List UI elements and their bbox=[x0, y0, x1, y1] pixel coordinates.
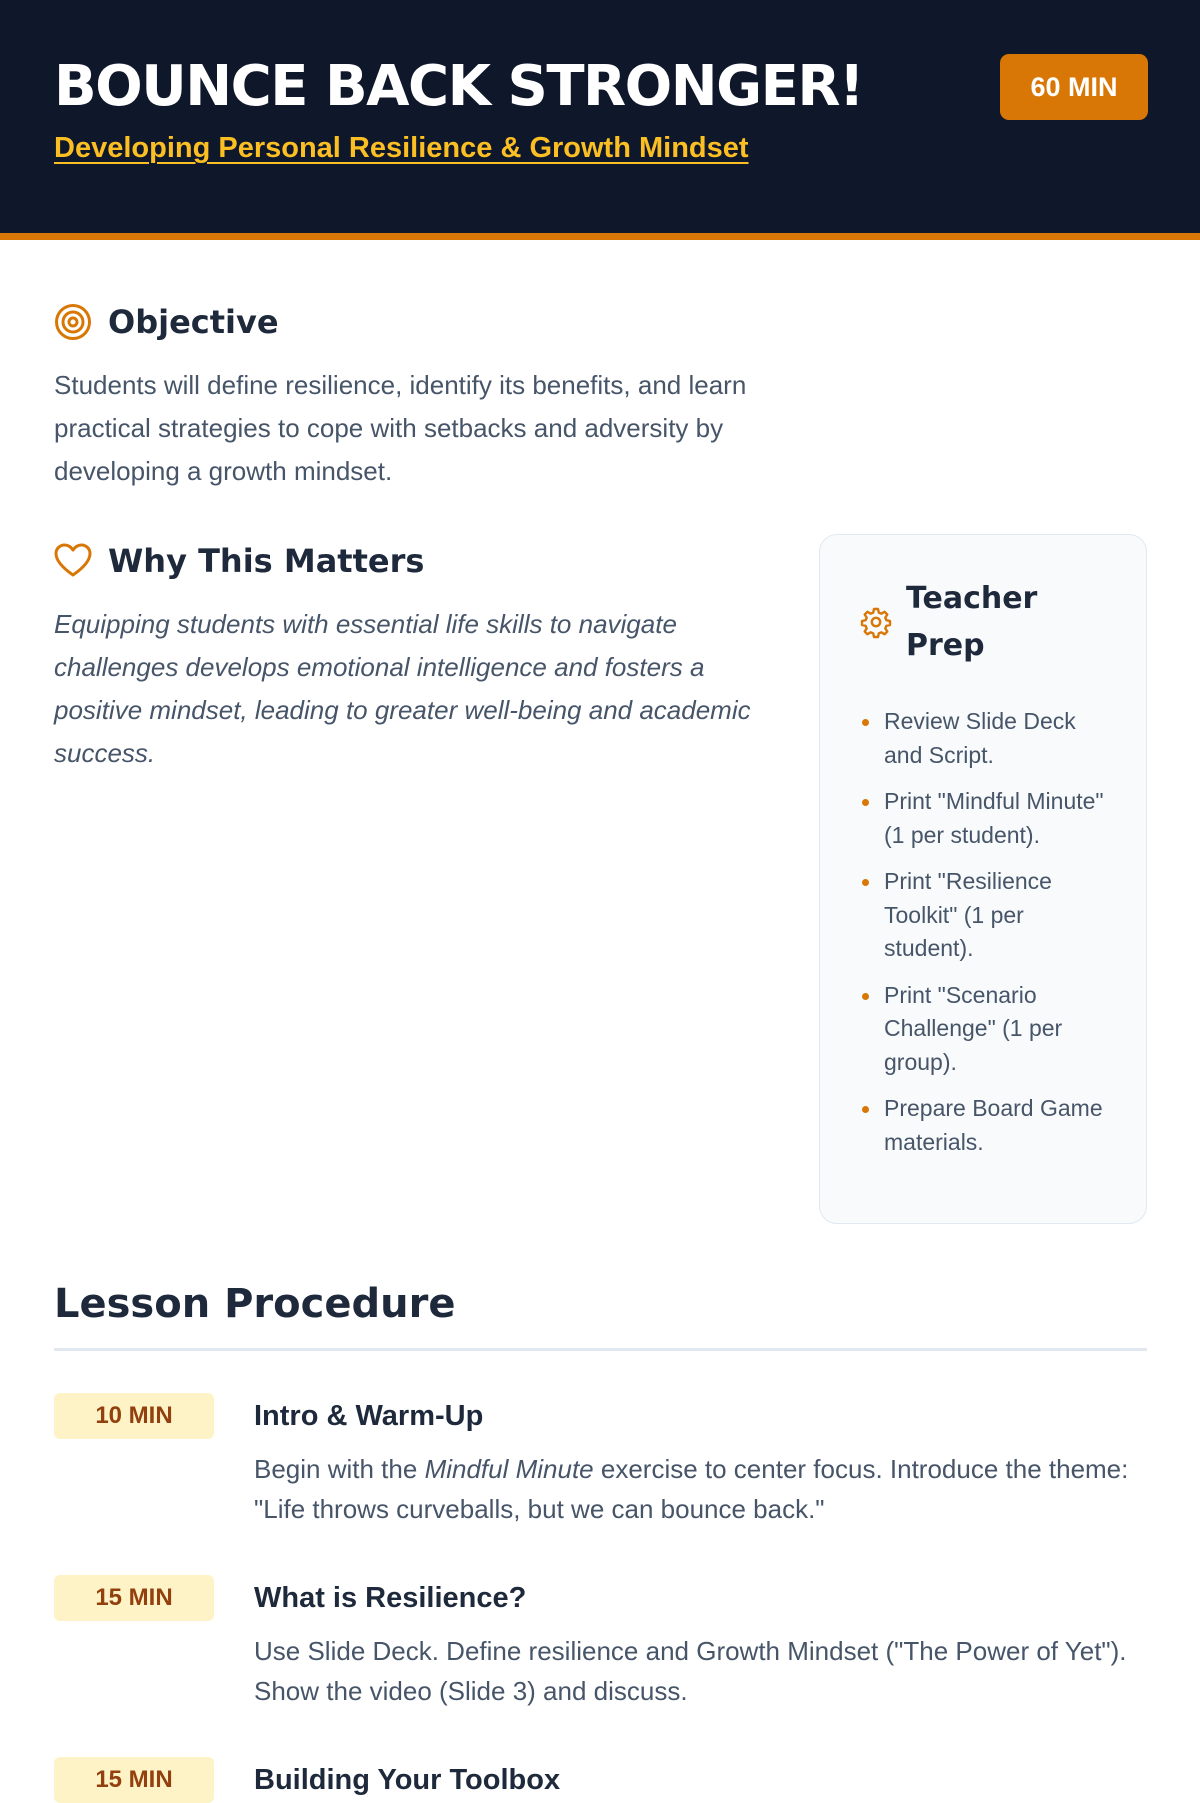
bullet-dot-icon bbox=[862, 799, 869, 806]
prep-item bbox=[860, 785, 1116, 852]
prep-item bbox=[860, 865, 1116, 966]
procedure-step bbox=[54, 1575, 1147, 1711]
step-title: Building Your Toolbox bbox=[254, 1764, 561, 1796]
total-duration-badge: 60 MIN bbox=[1000, 54, 1148, 120]
prep-item-text: Print "Scenario Challenge" (1 per group). bbox=[884, 981, 1063, 1075]
prep-item-text: Prepare Board Game materials. bbox=[884, 1095, 1103, 1155]
bullet-dot-icon bbox=[862, 1106, 869, 1113]
step-description-text: exercise to center focus. Introduce the theme: "Life throws curveballs, but we can bounce back." bbox=[254, 1454, 1129, 1524]
prep-item-text: Print "Resilience Toolkit" (1 per student). bbox=[884, 868, 1052, 961]
teacher-prep-list bbox=[860, 705, 1116, 1159]
prep-item bbox=[860, 1092, 1116, 1159]
step-description-text: Begin with the bbox=[254, 1454, 425, 1484]
target-icon bbox=[54, 303, 92, 341]
procedure-step bbox=[54, 1757, 1147, 1803]
bullet-dot-icon bbox=[862, 719, 869, 726]
lesson-title: BOUNCE BACK STRONGER! bbox=[54, 54, 863, 119]
objective-title: Objective bbox=[108, 303, 279, 341]
why-heading bbox=[54, 537, 764, 585]
bullet-dot-icon bbox=[862, 879, 869, 886]
prep-item bbox=[860, 705, 1116, 772]
gear-icon bbox=[860, 606, 892, 638]
heart-icon bbox=[54, 542, 92, 580]
teacher-prep-title: Teacher Prep bbox=[906, 581, 1038, 663]
procedure-step bbox=[54, 1393, 1147, 1529]
step-description bbox=[254, 1449, 1147, 1529]
lesson-procedure bbox=[54, 1280, 1147, 1803]
step-title: What is Resilience? bbox=[254, 1582, 527, 1614]
bullet-dot-icon bbox=[862, 993, 869, 1000]
step-body bbox=[254, 1575, 1147, 1711]
objective-text: Students will define resilience, identify its benefits, and learn practical strategies to cope with setbacks and adversity by developing a growth mindset. bbox=[54, 370, 747, 486]
procedure-title: Lesson Procedure bbox=[54, 1280, 1147, 1351]
lesson-subtitle-link[interactable]: Developing Personal Resilience & Growth Mindset bbox=[54, 132, 749, 164]
step-time-badge: 15 MIN bbox=[54, 1575, 214, 1621]
why-title: Why This Matters bbox=[108, 542, 425, 580]
why-text: Equipping students with essential life skills to navigate challenges develops emotional intelligence and fosters a positive mindset, leading to greater well-being and academic success. bbox=[54, 609, 751, 768]
step-time-badge: 15 MIN bbox=[54, 1757, 214, 1803]
prep-item-text: Review Slide Deck and Script. bbox=[884, 708, 1076, 768]
step-body bbox=[254, 1757, 1147, 1803]
prep-item bbox=[860, 979, 1116, 1080]
step-description: Use Slide Deck. Define resilience and Growth Mindset ("The Power of Yet"). Show the video (Slide 3) and discuss. bbox=[254, 1636, 1127, 1706]
teacher-prep-heading bbox=[860, 575, 1116, 669]
overview-column bbox=[54, 298, 764, 775]
step-description-emphasis: Mindful Minute bbox=[424, 1454, 594, 1484]
step-time-badge: 10 MIN bbox=[54, 1393, 214, 1439]
step-body bbox=[254, 1393, 1147, 1529]
step-title: Intro & Warm-Up bbox=[254, 1400, 484, 1432]
prep-item-text: Print "Mindful Minute" (1 per student). bbox=[884, 788, 1104, 848]
page-header bbox=[0, 0, 1200, 240]
teacher-prep-card bbox=[819, 534, 1147, 1224]
objective-heading bbox=[54, 298, 764, 346]
